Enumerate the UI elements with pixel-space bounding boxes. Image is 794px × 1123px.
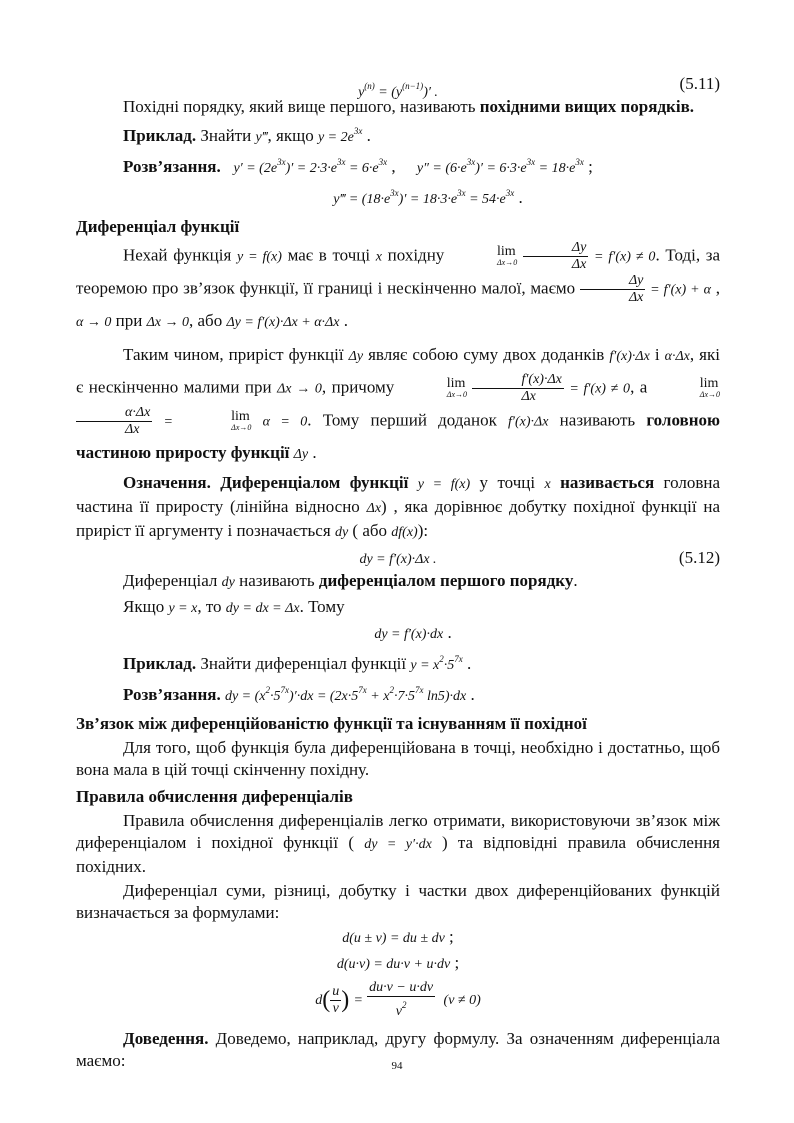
heading-differential: Диференціал функції <box>76 217 240 236</box>
equation-number: (5.11) <box>679 74 720 93</box>
equation-number: (5.12) <box>678 548 720 567</box>
paragraph-differentiability: Для того, щоб функція була диференційована в точці, необхідно і достатньо, щоб вона мала в цій точці скінченну похідну. <box>76 738 720 779</box>
paragraph-if-y-eq-x: Якщо y = x, то dy = dx = Δx. Тому <box>123 597 345 616</box>
formula-product: d(u·v) = du·v + u·dv ; <box>336 953 460 972</box>
paragraph-proof: Доведення. Доведемо, наприклад, другу формулу. За означенням диференціала маємо: <box>76 1029 720 1070</box>
solution-2: Розв’язання. dy = $(x^2\cdot 5^{7x})'\cdot dx = (2x\cdot 5^{7x} + x^2\cdot 7\cdot 5^{7x}$ ln5)·dx . <box>123 685 475 704</box>
definition-differential: Означення. Диференціалом функції y = f(x) у точці x називається головна частина її приросту (лінійна відносно Δx) , яка дорівнює добутку похідної функції на приріст її аргументу і позначається dy ( або df(x)): <box>76 473 721 540</box>
formula-quotient: d( $\frac{u}{v}$ ) = $\frac{du\cdot v - u\cdot dv}{v^2}$ (v ≠ 0) <box>315 980 481 1019</box>
example-2: Приклад. Знайти диференціал функції $y = x^2\cdot 5^{7x}$ . <box>123 654 472 673</box>
paragraph-differential-intro: Нехай функція y = f(x) має в точці x похідну lim Δx→0 $\frac{\Delta y}{\Delta x}$ = f′(x) ≠ 0. Тоді, за теоремою про зв’язок функції, її границі і нескінченно малої, маємо $\frac{\Delta y}{\Delta x}$ = f′(x) + α , α → 0 при Δx → 0, або Δy = f′(x)·Δx + α·Δx . <box>76 240 721 330</box>
equation-5-12: dy = f′(x)·Δx . (5.12) <box>359 548 720 567</box>
heading-rules: Правила обчислення диференціалів <box>76 787 353 806</box>
formula-sum: d(u ± v) = du ± dv ; <box>342 927 454 946</box>
equation-5-11: $y^{(n)} = (y^{(n-1)})'$ . (5.11) <box>358 74 720 100</box>
solution-1-line-2: y‴ = $(18\cdot e^{3x})' = 18\cdot 3\cdot e^{3x} = 54\cdot e^{3x}$ . <box>333 188 523 207</box>
paragraph-increment: Таким чином, приріст функції Δy являє собою суму двох доданків f′(x)·Δx і α·Δx, які є нескінченно малими при Δx → 0, причому lim Δx→0 $\frac{f'(x)\cdot\Delta x}{\Delta x}$ = f′(x) ≠ 0, а lim Δx→0 $\frac{\alpha\cdot\Delta x}{\Delta x}$ = lim Δx→0 α = 0. Тому перший доданок f′(x)·Δx називають головною частиною приросту функції Δy . <box>76 345 721 462</box>
page-content <box>76 72 720 1074</box>
example-1: Приклад. Знайти y‴, якщо $y = 2e^{3x}$ . <box>123 126 371 145</box>
heading-differentiability: Зв’язок між диференційованістю функції та існуванням її похідної <box>76 714 587 733</box>
limit-expression: lim Δx→0 <box>496 243 518 267</box>
paragraph-formulas: Диференціал суми, різниці, добутку і частки двох диференційованих функцій визначається за формулами: <box>76 881 720 922</box>
paragraph-first-order: Диференціал dy називають диференціалом першого порядку. <box>123 571 578 590</box>
paragraph-higher-derivatives: Похідні порядку, який вище першого, називають похідними вищих порядків. <box>123 97 694 116</box>
formula-dy: dy = f′(x)·dx . <box>374 623 452 642</box>
solution-1: Розв’язання. $y' = (2e^{3x})' = 2\cdot 3\cdot e^{3x} = 6\cdot e^{3x}$ , $y'' = (6\cdot e^{3x})' = 6\cdot 3\cdot e^{3x} = 18\cdot e^{3x}$ ; <box>123 157 593 176</box>
paragraph-rules: Правила обчислення диференціалів легко отримати, використовуючи зв’язок між диференціалом і похідної функції ( dy = y′·dx ) та відповідні правила обчислення похідних. <box>76 811 720 876</box>
page-number: 94 <box>391 1060 403 1072</box>
